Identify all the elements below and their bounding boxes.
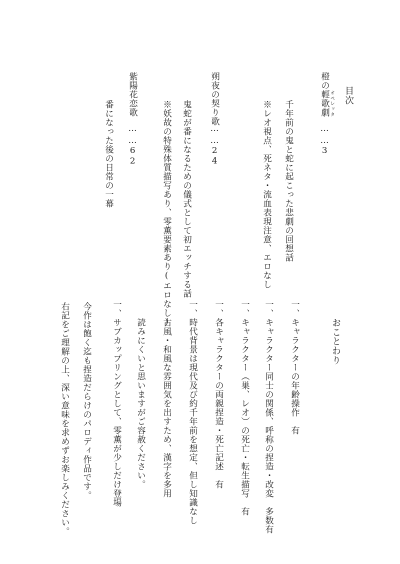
note-item-5: 一、時代背景は現代及び約千年前を想定、但し知識なし bbox=[187, 300, 198, 525]
toc-entry-1-leader: …… bbox=[319, 124, 330, 148]
toc-entry-1-title bbox=[320, 72, 335, 117]
toc-entry-1-title-ruby bbox=[319, 90, 335, 117]
toc-entry-3-desc-1: 番になった後の日常の一幕 bbox=[103, 100, 114, 208]
note-item-3: 一、キャラクター（巣、レオ）の死亡・転生描写 有 bbox=[239, 300, 250, 516]
toc-heading: 目次 bbox=[343, 86, 353, 105]
note-item-1: 一、キャラクターの年齢操作 有 bbox=[289, 300, 300, 435]
toc-entry-1-title-prefix: 橙の bbox=[319, 72, 330, 90]
toc-entry-3-leader: …… bbox=[127, 124, 138, 148]
note-item-4: 一、各キャラクターの両親捏造・死亡記述 有 bbox=[213, 300, 224, 489]
note-item-6: 古風・和風な雰囲気を出すため、漢字を多用 bbox=[161, 300, 172, 498]
toc-entry-3-title: 紫陽花恋歌 bbox=[127, 72, 138, 117]
closing-line-1: 今作は飽く迄も捏造だらけのパロディ作品です。 bbox=[81, 302, 92, 500]
toc-entry-1-page: 3 bbox=[319, 146, 330, 157]
toc-entry-1-desc-2: ※レオ視点、死ネタ・流血表現注意、エロなし bbox=[261, 100, 272, 289]
toc-entry-2-desc-2: ※妖故の特殊体質描写あり、零薫要素あり(エロなし) bbox=[161, 100, 172, 328]
toc-entry-3-page: 62 bbox=[127, 146, 138, 167]
note-item-8: 一、サブカップリングとして、零薫が少しだけ登場 bbox=[111, 300, 122, 507]
note-item-2: 一、キャラクター同士の関係、呼称の捏造・改変 多数有 bbox=[263, 300, 274, 534]
closing-line-2: 右記をご理解の上、深い意味を求めずお楽しみください。 bbox=[59, 302, 70, 536]
note-item-7: 読みにくいと思いますがご容赦ください。 bbox=[135, 300, 146, 489]
toc-entry-1-title-ruby-base: 輕歌劇 bbox=[319, 90, 330, 117]
toc-entry-1-ruby: オペレッタ bbox=[329, 90, 335, 117]
toc-entry-2-leader: …… bbox=[209, 124, 220, 148]
toc-entry-1-desc-1: 千年前の鬼と蛇に起こった悲劇の回想話 bbox=[283, 100, 294, 262]
notes-heading: おことわり bbox=[330, 318, 340, 365]
toc-entry-2-desc-1: 鬼蛇が番になるための儀式として初エッチする話 bbox=[181, 100, 192, 298]
toc-entry-2-page: 24 bbox=[209, 146, 220, 167]
toc-entry-2-title: 朔夜の契り歌 bbox=[209, 72, 220, 126]
